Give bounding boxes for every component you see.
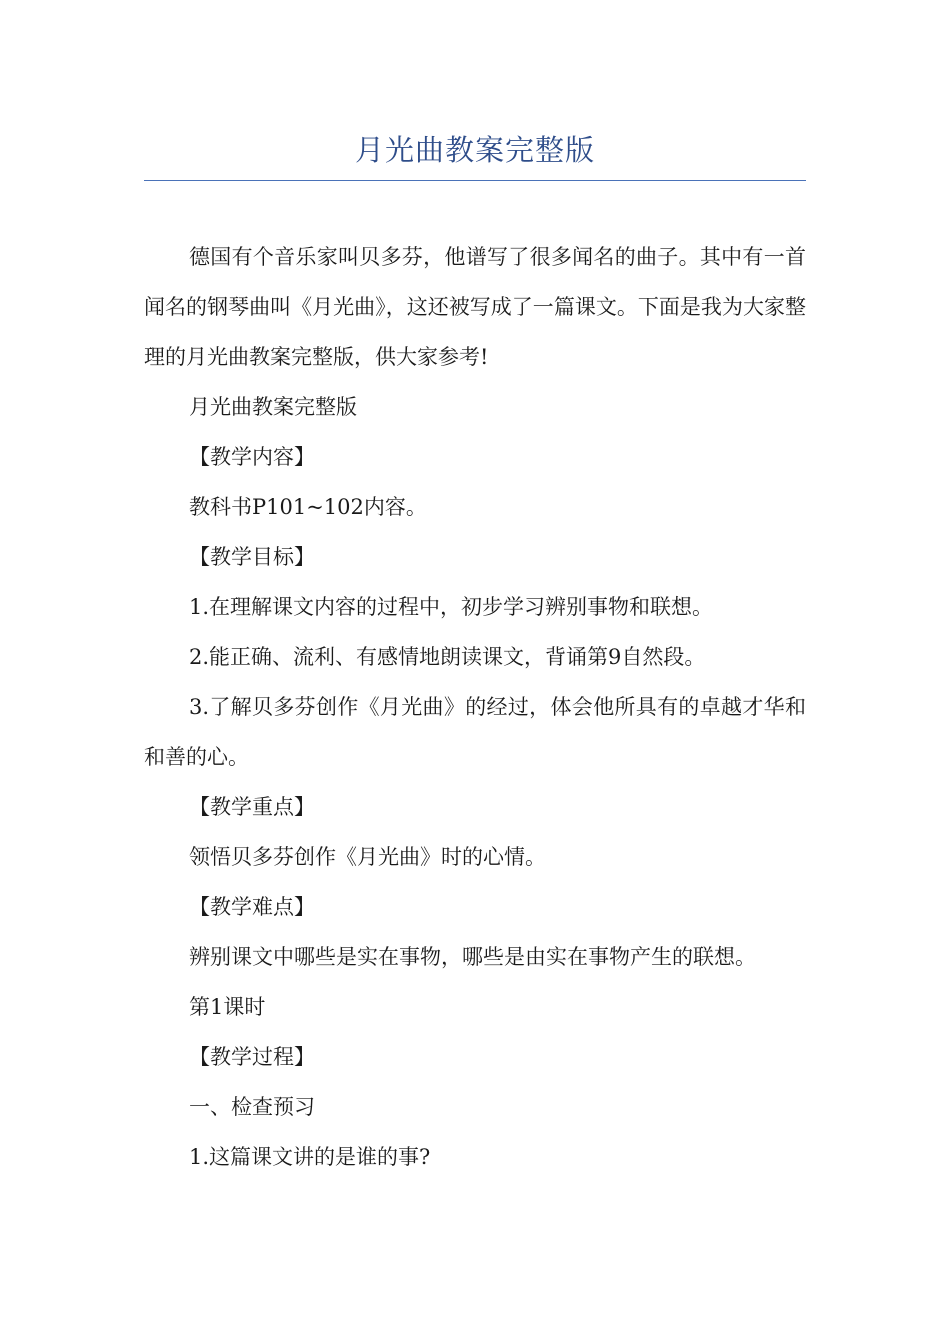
section-heading-goals: 【教学目标】: [189, 545, 315, 569]
section-heading-content: 【教学内容】: [189, 445, 315, 469]
difficulties-text: 辨别课文中哪些是实在事物，哪些是由实在事物产生的联想。: [189, 945, 756, 969]
document-body: [144, 232, 806, 1182]
section-heading-process: 【教学过程】: [189, 1045, 315, 1069]
intro-paragraph: 德国有个音乐家叫贝多芬，他谱写了很多闻名的曲子。其中有一首闻名的钢琴曲叫《月光曲》，这还被写成了一篇课文。下面是我为大家整理的月光曲教案完整版，供大家参考!: [144, 245, 806, 369]
process-step-heading: 一、检查预习: [189, 1095, 315, 1119]
process-question-1: 1.这篇课文讲的是谁的事?: [189, 1145, 431, 1169]
goal-item-2: 2.能正确、流利、有感情地朗读课文，背诵第9自然段。: [189, 645, 706, 669]
goal-item-3: 3.了解贝多芬创作《月光曲》的经过，体会他所具有的卓越才华和和善的心。: [144, 695, 806, 769]
section-heading-difficulties: 【教学难点】: [189, 895, 315, 919]
lesson-label: 第1课时: [189, 995, 266, 1019]
content-text: 教科书P101~102内容。: [189, 495, 427, 519]
subtitle-line: 月光曲教案完整版: [189, 395, 357, 419]
title-underline: [144, 180, 806, 181]
key-points-text: 领悟贝多芬创作《月光曲》时的心情。: [189, 845, 546, 869]
section-heading-key-points: 【教学重点】: [189, 795, 315, 819]
goal-item-1: 1.在理解课文内容的过程中，初步学习辨别事物和联想。: [189, 595, 714, 619]
document-title: 月光曲教案完整版: [354, 133, 595, 167]
